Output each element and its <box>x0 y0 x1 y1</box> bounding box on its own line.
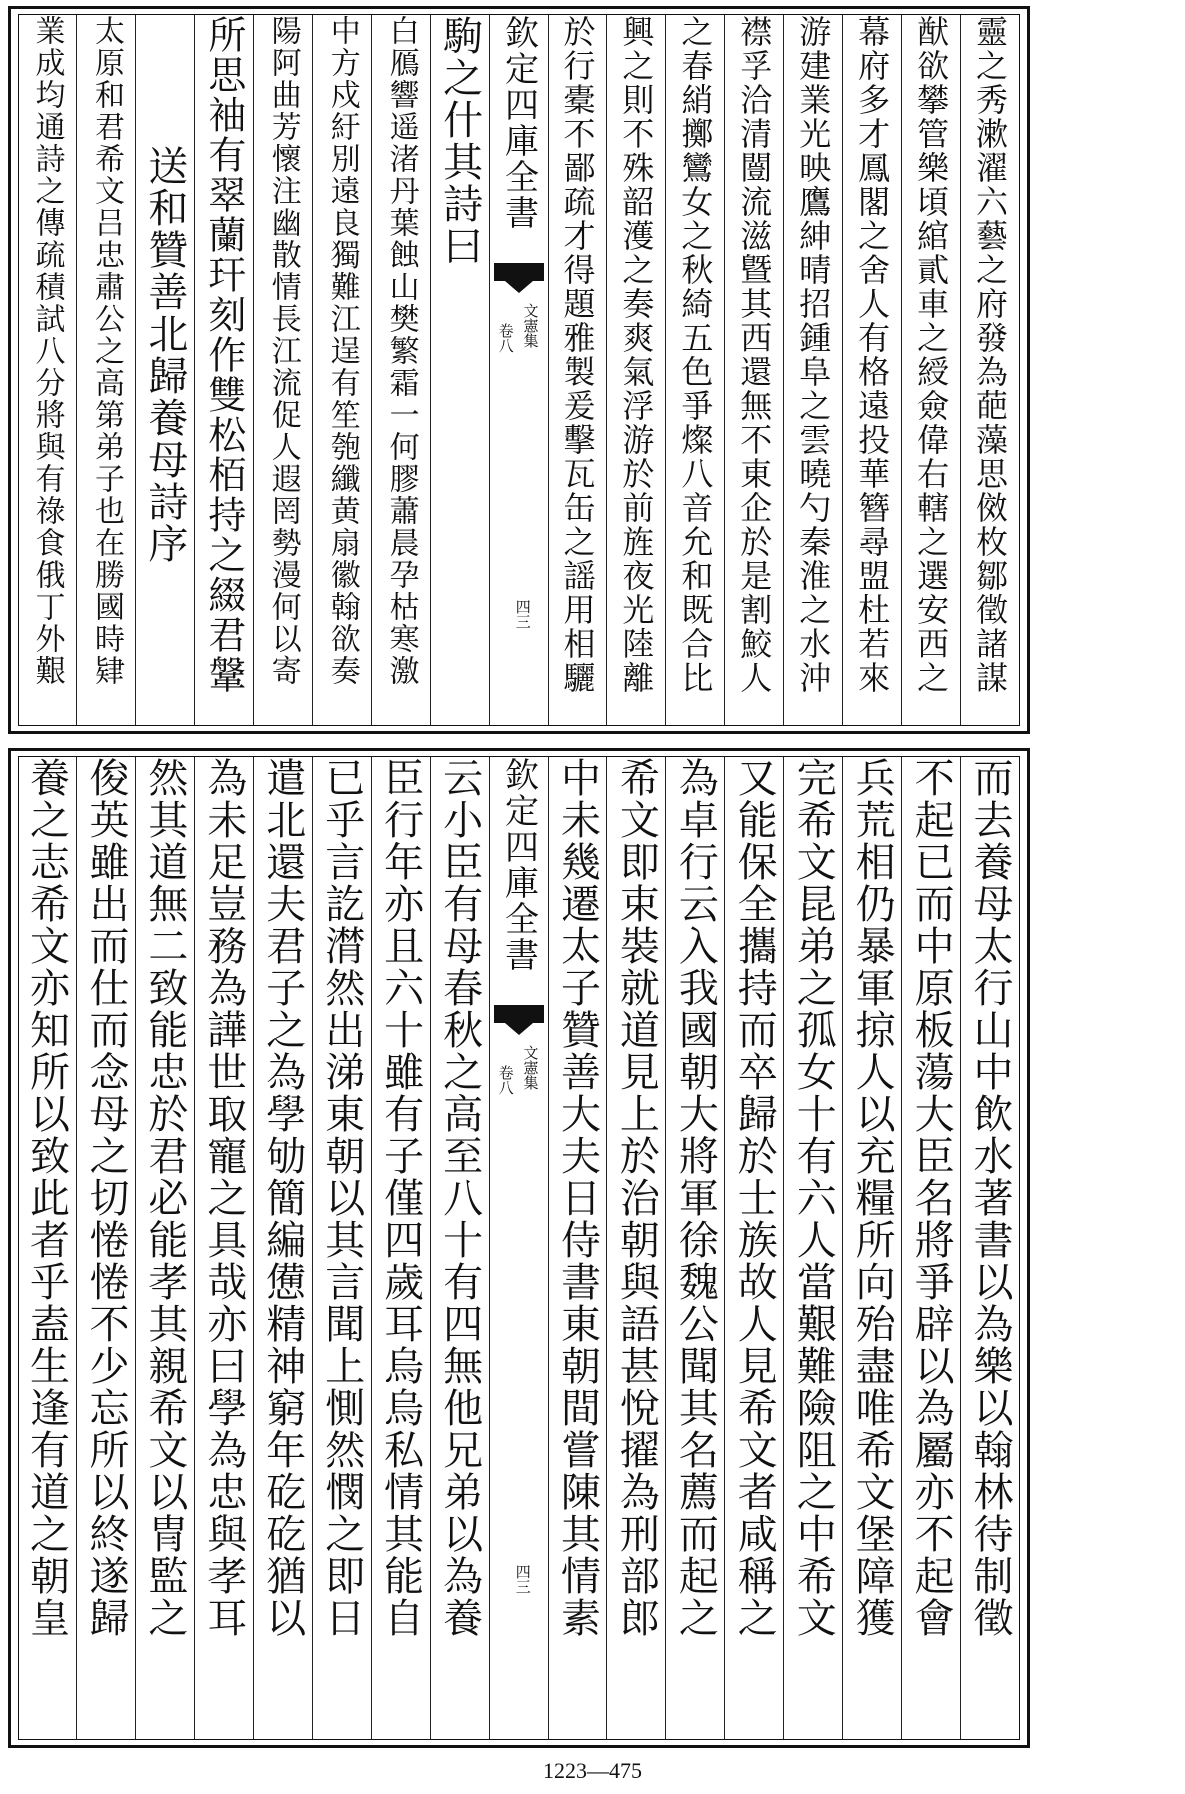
column-text: 駒之什其詩曰 <box>436 15 483 267</box>
column-text: 希文即束裝就道見上於治朝與語甚悅擢為刑部郎 <box>613 757 660 1639</box>
text-column <box>312 15 371 725</box>
column-text: 臣行年亦且六十雖有子僅四歲耳烏烏私情其能自 <box>377 757 424 1639</box>
column-text: 為未足豈務為譁世取寵之具哉亦曰學為忠與孝耳 <box>200 757 247 1639</box>
column-text: 襟孚洽清闓流滋曁其西還無不東企於是割鮫人 <box>735 15 774 695</box>
column-text: 而去養母太行山中飲水著書以為樂以翰林待制徵 <box>967 757 1014 1639</box>
heading-book-name: 文憲集 <box>521 303 540 348</box>
text-column <box>724 15 783 725</box>
column-text: 云小臣有母春秋之高至八十有四無他兄弟以為養 <box>436 757 483 1639</box>
text-column <box>430 15 489 725</box>
text-column <box>253 757 312 1739</box>
column-text: 養之志希文亦知所以致此者乎盍生逢有道之朝皇 <box>23 757 70 1639</box>
bottom-page-text-area <box>18 756 1020 1740</box>
column-text: 業成均通詩之傳疏積試八分將與有祿食俄丁外艱 <box>29 15 65 687</box>
column-text: 為卓行云入我國朝大將軍徐魏公聞其名薦而起之 <box>672 757 719 1639</box>
book-title: 欽定四庫全書 <box>498 15 539 231</box>
text-column <box>783 757 842 1739</box>
top-page-columns <box>17 15 1019 725</box>
column-text: 送和贊善北歸養母詩序 <box>141 145 188 565</box>
text-column <box>724 757 783 1739</box>
column-text: 兵荒相仍暴軍掠人以充糧所向殆盡唯希文堡障獲 <box>849 757 896 1639</box>
column-text: 遣北還夫君子之為學劬簡編憊精神窮年矻矻猶以 <box>259 757 306 1639</box>
top-page <box>0 0 1185 740</box>
column-text: 靈之秀漱濯六藝之府發為葩藻思傚枚鄒徵諸謀 <box>971 15 1010 695</box>
text-column <box>960 757 1019 1739</box>
column-text: 太原和君希文吕忠肅公之高第弟子也在勝國時肄 <box>88 15 124 687</box>
column-text: 又能保全攜持而卒歸於士族故人見希文者咸稱之 <box>731 757 778 1639</box>
column-text: 已乎言訖潸然出涕東朝以其言聞上惻然憫之即日 <box>318 757 365 1639</box>
heading-book-name: 文憲集 <box>521 1045 540 1090</box>
text-column <box>665 757 724 1739</box>
text-column <box>17 15 76 725</box>
text-column <box>548 15 607 725</box>
fish-tail-mark <box>494 263 544 281</box>
margin-heading-column <box>489 757 548 1739</box>
text-column <box>606 15 665 725</box>
column-text: 之春綃擲鸞女之秋綺五色爭燦八音允和既合比 <box>676 15 715 695</box>
heading-page-number: 四三 <box>513 1564 532 1594</box>
bottom-page <box>0 740 1185 1750</box>
bottom-page-columns <box>17 757 1019 1739</box>
margin-heading-column <box>489 15 548 725</box>
text-column <box>430 757 489 1739</box>
text-column <box>194 15 253 725</box>
column-text: 於行橐不鄙疏才得題雅製爰擊瓦缶之謡用相驪 <box>558 15 597 695</box>
page-footer-number: 1223—475 <box>543 1758 642 1783</box>
heading-volume: 卷八 <box>496 323 515 353</box>
column-text: 游建業光映鷹紳晴招鍾阜之雲曉勺秦淮之水沖 <box>794 15 833 695</box>
column-text: 然其道無二致能忠於君必能孝其親希文以冑監之 <box>141 757 188 1639</box>
text-column <box>783 15 842 725</box>
text-column <box>901 757 960 1739</box>
text-column <box>842 757 901 1739</box>
top-page-text-area <box>18 14 1020 726</box>
text-column <box>135 757 194 1739</box>
text-column <box>194 757 253 1739</box>
column-text: 完希文昆弟之孤女十有六人當艱難險阻之中希文 <box>790 757 837 1639</box>
text-column <box>548 757 607 1739</box>
column-text: 不起已而中原板蕩大臣名將爭辟以為屬亦不起會 <box>908 757 955 1639</box>
text-column <box>312 757 371 1739</box>
text-column <box>371 757 430 1739</box>
column-text: 中方戍紆別遠良獨難江逞有笙匏纖黄扇徽翰欲奏 <box>324 15 360 687</box>
column-text: 所思袖有翠蘭玕刻作雙松栢持之綴君鞶 <box>201 15 246 695</box>
text-column <box>76 15 135 725</box>
text-column <box>960 15 1019 725</box>
text-column <box>901 15 960 725</box>
column-text: 陽阿曲芳懷注幽散情長江流促人遐罔勢漫何以寄 <box>265 15 301 687</box>
text-column <box>76 757 135 1739</box>
column-text: 白鴈響遥渚丹葉蝕山樊繁霜一何膠蕭晨孕枯寒激 <box>383 15 419 687</box>
text-column <box>665 15 724 725</box>
text-column <box>606 757 665 1739</box>
column-text: 中未幾遷太子贊善大夫日侍書東朝間嘗陳其情素 <box>554 757 601 1639</box>
text-column <box>17 757 76 1739</box>
column-text: 興之則不殊韶濩之奏爽氣浮游於前旌夜光陸離 <box>617 15 656 695</box>
fish-tail-mark <box>494 1005 544 1023</box>
column-text: 猷欲攀管樂頃綰貳車之綬僉偉右轄之選安西之 <box>912 15 951 695</box>
text-column <box>842 15 901 725</box>
heading-page-number: 四三 <box>513 599 532 629</box>
text-column <box>253 15 312 725</box>
text-column <box>371 15 430 725</box>
column-text: 俊英雖出而仕而念母之切惓惓不少忘所以終遂歸 <box>82 757 129 1639</box>
book-title: 欽定四庫全書 <box>498 757 539 973</box>
column-text: 幕府多才鳳閣之舍人有格遠投華簪尋盟杜若來 <box>853 15 892 695</box>
heading-volume: 卷八 <box>496 1065 515 1095</box>
text-column <box>135 15 194 725</box>
